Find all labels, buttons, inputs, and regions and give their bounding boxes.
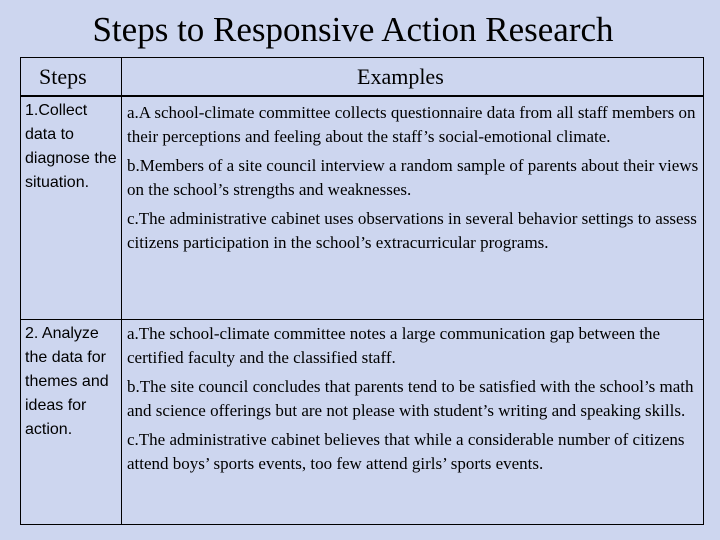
step-cell-2: 2. Analyze the data for themes and ideas for action. (25, 325, 109, 438)
table-header-row (21, 58, 703, 97)
example-item (127, 428, 699, 476)
example-text: The school-climate committee notes a large communication gap between the certified faculty and the classified staff. (127, 324, 661, 367)
column-divider (121, 58, 122, 524)
example-text: A school-climate committee collects questionnaire data from all staff members on their perceptions and feeling about the staff’s social-emotional climate. (127, 103, 696, 146)
example-item (127, 207, 699, 255)
example-label: c. (127, 209, 139, 228)
example-label: a. (127, 103, 139, 122)
example-label: a. (127, 324, 139, 343)
example-item (127, 322, 699, 370)
example-item (127, 375, 699, 423)
example-item (127, 154, 699, 202)
step-cell-1: 1.Collect data to diagnose the situation. (25, 102, 117, 191)
example-text: The site council concludes that parents tend to be satisfied with the school’s math and science offerings but are not please with student’s writing and speaking skills. (127, 377, 694, 420)
example-label: b. (127, 156, 140, 175)
examples-cell-1 (127, 101, 699, 260)
header-examples: Examples (357, 64, 444, 89)
example-label: c. (127, 430, 139, 449)
example-item (127, 101, 699, 149)
example-label: b. (127, 377, 140, 396)
examples-cell-2 (127, 322, 699, 481)
slide-title: Steps to Responsive Action Research (92, 10, 614, 49)
example-text: The administrative cabinet believes that while a considerable number of citizens attend boys’ sports events, too few attend girls’ sports events. (127, 430, 685, 473)
header-steps: Steps (39, 64, 87, 89)
steps-examples-table (20, 57, 704, 525)
example-text: Members of a site council interview a random sample of parents about their views on the school’s strengths and weaknesses. (127, 156, 699, 199)
row-divider (21, 319, 703, 320)
example-text: The administrative cabinet uses observations in several behavior settings to assess citizens participation in the school’s extracurricular programs. (127, 209, 697, 252)
